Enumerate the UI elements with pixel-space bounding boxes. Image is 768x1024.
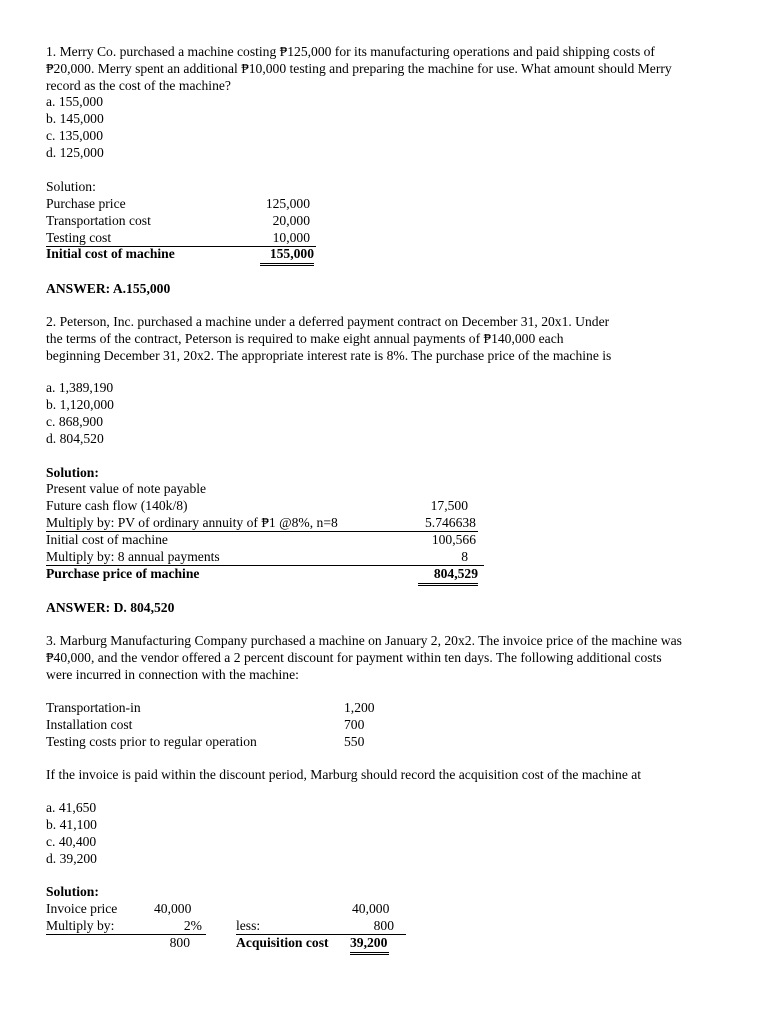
q2-question: 2. Peterson, Inc. purchased a machine under a deferred payment contract on December 31, 20x1. Under the terms of the contract, Peterson is required to make eight annual payments of ₱140,000 each beginning December 31, 20x2. The appropriate interest rate is 8%. The purchase price of the machine is — [46, 314, 612, 363]
q3-option-c: c. 40,400 — [46, 834, 97, 849]
q3-discount-value: 800 — [169, 935, 190, 950]
q2-row-value: 5.746638 — [425, 515, 476, 530]
q3-solution-label: Solution: — [46, 884, 99, 899]
q3-acquisition-value: 39,200 — [350, 935, 389, 955]
q2-option-b: b. 1,120,000 — [46, 397, 114, 412]
q3-option-a: a. 41,650 — [46, 800, 97, 815]
q3-cost-value: 1,200 — [344, 700, 375, 715]
q3-acquisition-label: Acquisition cost — [236, 935, 329, 950]
q1-answer: ANSWER: A.155,000 — [46, 281, 171, 296]
q2-answer: ANSWER: D. 804,520 — [46, 600, 175, 615]
q1-option-b: b. 145,000 — [46, 111, 104, 126]
q2-row-value: 17,500 — [430, 498, 468, 513]
q3-cost-label: Installation cost — [46, 717, 133, 732]
q2-row-value: 8 — [461, 549, 468, 564]
q3-cost-value: 550 — [344, 734, 365, 749]
q3-cost-value: 700 — [344, 717, 365, 732]
q3-option-b: b. 41,100 — [46, 817, 97, 832]
q1-row-value: 20,000 — [272, 213, 310, 228]
q3-followup: If the invoice is paid within the discount period, Marburg should record the acquisition cost of the machine at — [46, 767, 642, 782]
q2-solution-label: Solution: — [46, 465, 99, 480]
q3-question: 3. Marburg Manufacturing Company purchased a machine on January 2, 20x2. The invoice price of the machine was ₱40,000, and the vendor offered a 2 percent discount for payment within ten days. The following additional costs were incurred in connection with the machine: — [46, 633, 682, 682]
q3-cost-label: Transportation-in — [46, 700, 141, 715]
q1-row-label: Transportation cost — [46, 213, 151, 228]
q2-row-label: Multiply by: 8 annual payments — [46, 549, 220, 564]
q1-question: 1. Merry Co. purchased a machine costing ₱125,000 for its manufacturing operations and paid shipping costs of ₱20,000. Merry spent an additional ₱10,000 testing and preparing the machine for use. What amount should Merry record as the cost of the machine? — [46, 44, 672, 93]
q2-row-label: Present value of note payable — [46, 481, 207, 496]
q1-row-label: Purchase price — [46, 196, 126, 211]
q3-invoice-value: 40,000 — [154, 901, 192, 916]
q2-option-a: a. 1,389,190 — [46, 380, 114, 395]
q1-row-value: 125,000 — [265, 196, 310, 211]
q2-row-label: Initial cost of machine — [46, 532, 168, 547]
q1-row-label: Testing cost — [46, 230, 112, 245]
q2-row-label: Future cash flow (140k/8) — [46, 498, 188, 513]
q1-option-c: c. 135,000 — [46, 128, 104, 143]
q1-total-label: Initial cost of machine — [46, 246, 175, 261]
q2-row-label: Multiply by: PV of ordinary annuity of ₱1 @8%, n=8 — [46, 515, 338, 530]
q3-option-d: d. 39,200 — [46, 851, 97, 866]
q3-right-top-value: 40,000 — [352, 901, 390, 916]
q3-less-label: less: — [236, 918, 261, 933]
q3-cost-label: Testing costs prior to regular operation — [46, 734, 257, 749]
q1-option-d: d. 125,000 — [46, 145, 104, 160]
q1-row-value: 10,000 — [272, 230, 310, 245]
q1-solution-label: Solution: — [46, 179, 96, 194]
q2-option-d: d. 804,520 — [46, 431, 104, 446]
q1-total-value: 155,000 — [260, 246, 314, 266]
q2-total-label: Purchase price of machine — [46, 566, 200, 581]
q2-row-value: 100,566 — [431, 532, 476, 547]
q3-invoice-label: Invoice price — [46, 901, 118, 916]
q3-less-value: 800 — [373, 918, 394, 933]
q3-multiply-value: 2% — [183, 918, 202, 933]
q2-option-c: c. 868,900 — [46, 414, 104, 429]
q2-total-value: 804,529 — [418, 566, 478, 586]
q3-multiply-label: Multiply by: — [46, 918, 115, 933]
q1-option-a: a. 155,000 — [46, 94, 104, 109]
